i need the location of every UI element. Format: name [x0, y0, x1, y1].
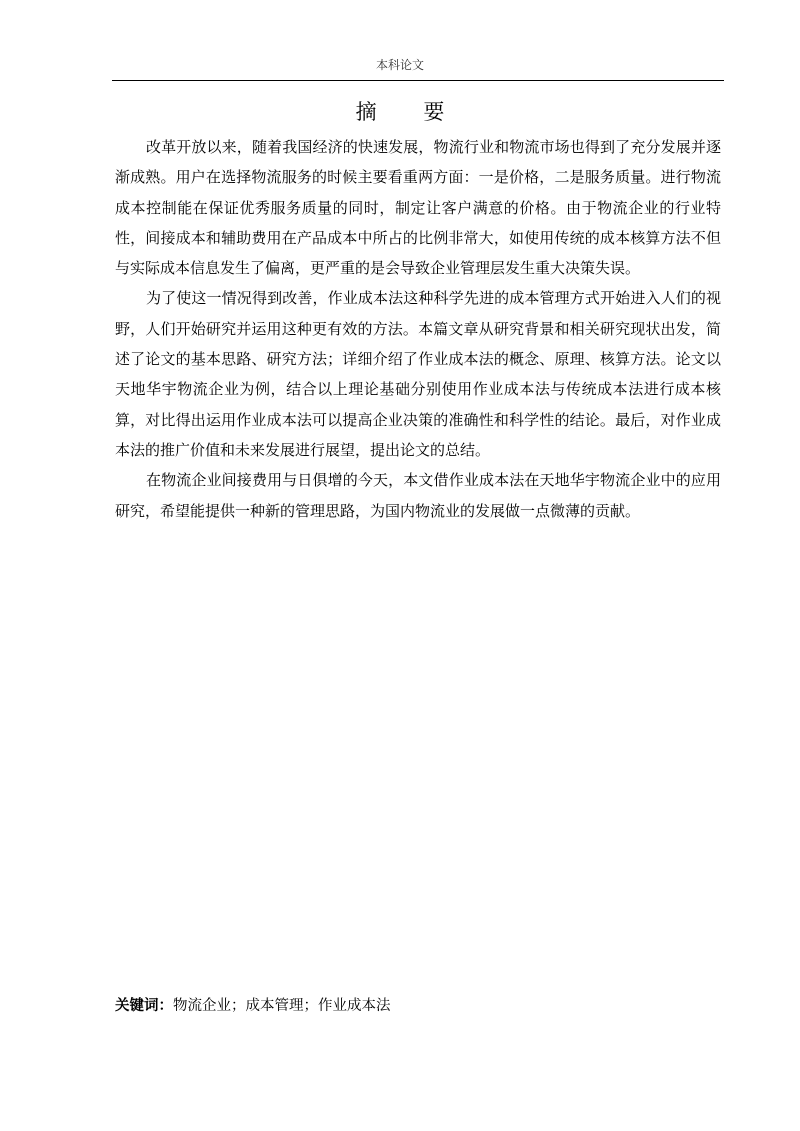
keywords-line: [115, 994, 391, 1015]
running-header: 本科论文: [375, 58, 424, 72]
abstract-title: 摘 要: [355, 100, 465, 124]
abstract-paragraph-1: 改革开放以来，随着我国经济的快速发展，物流行业和物流市场也得到了充分发展并逐渐成熟。用户在选择物流服务的时候主要看重两方面：一是价格，二是服务质量。进行物流成本控制能在保证优秀服务质量的同时，制定让客户满意的价格。由于物流企业的行业特性，间接成本和辅助费用在产品成本中所占的比例非常大，如使用传统的成本核算方法不但与实际成本信息发生了偏离，更严重的是会导致企业管理层发生重大决策失误。: [115, 138, 721, 278]
keywords-value: 物流企业；成本管理；作业成本法: [173, 998, 391, 1014]
header-rule: [112, 80, 724, 81]
keywords-label: 关键词：: [115, 998, 173, 1014]
abstract-body: [115, 132, 721, 526]
abstract-paragraph-3: 在物流企业间接费用与日俱增的今天，本文借作业成本法在天地华宇物流企业中的应用研究，希望能提供一种新的管理思路，为国内物流业的发展做一点微薄的贡献。: [115, 471, 721, 520]
abstract-paragraph-2: 为了使这一情况得到改善，作业成本法这种科学先进的成本管理方式开始进入人们的视野，人们开始研究并运用这种更有效的方法。本篇文章从研究背景和相关研究现状出发，简述了论文的基本思路、研究方法；详细介绍了作业成本法的概念、原理、核算方法。论文以天地华宇物流企业为例，结合以上理论基础分别使用作业成本法与传统成本法进行成本核算，对比得出运用作业成本法可以提高企业决策的准确性和科学性的结论。最后，对作业成本法的推广价值和未来发展进行展望，提出论文的总结。: [115, 289, 721, 459]
